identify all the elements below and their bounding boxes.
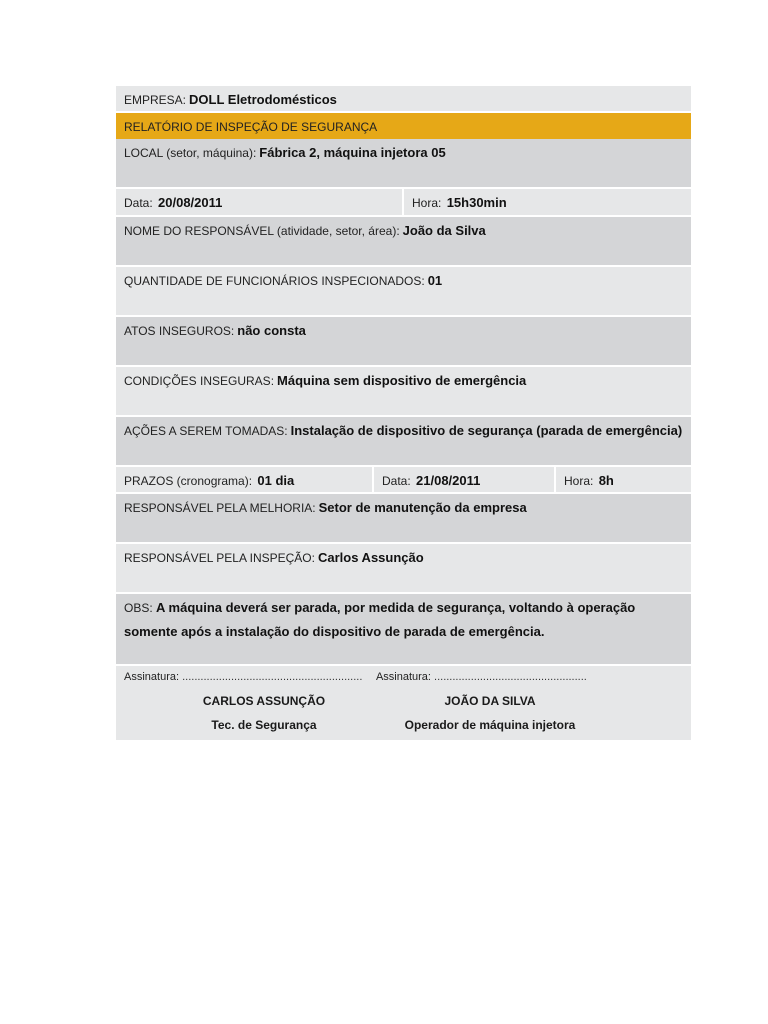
- responsavel-row: [116, 217, 691, 267]
- local-label: LOCAL (setor, máquina):: [124, 146, 257, 160]
- prazos-value: 01 dia: [257, 473, 295, 488]
- signature-left-line: ...........................................................: [182, 671, 363, 683]
- report-title-row: [116, 113, 691, 139]
- condicoes-label: CONDIÇÕES INSEGURAS:: [124, 374, 275, 388]
- report-title: RELATÓRIO DE INSPEÇÃO DE SEGURANÇA: [124, 120, 378, 134]
- prazos-label: PRAZOS (cronograma):: [124, 474, 256, 488]
- time-value: 15h30min: [446, 195, 507, 210]
- signature-right-name: JOÃO DA SILVA: [444, 694, 536, 708]
- acoes-value: Instalação de dispositivo de segurança (parada de emergência): [290, 423, 683, 438]
- date-value: 20/08/2011: [158, 195, 223, 210]
- prazos-row: [116, 467, 691, 494]
- date-cell: [116, 189, 404, 215]
- responsavel-label: NOME DO RESPONSÁVEL (atividade, setor, área):: [124, 224, 400, 238]
- date-time-row: [116, 189, 691, 217]
- empresa-label: EMPRESA:: [124, 93, 187, 107]
- condicoes-value: Máquina sem dispositivo de emergência: [277, 373, 527, 388]
- melhoria-row: [116, 494, 691, 544]
- atos-label: ATOS INSEGUROS:: [124, 324, 235, 338]
- quantidade-value: 01: [427, 273, 443, 288]
- signature-right-role: Operador de máquina injetora: [404, 718, 576, 732]
- condicoes-row: [116, 367, 691, 417]
- inspecao-row: [116, 544, 691, 594]
- prazo-date-value: 21/08/2011: [416, 473, 481, 488]
- obs-value: A máquina deverá ser parada, por medida de segurança, voltando à operação somente após a instalação do dispositivo de parada de emergência.: [124, 600, 636, 639]
- inspecao-value: Carlos Assunção: [317, 550, 424, 565]
- time-label: Hora:: [412, 196, 445, 210]
- obs-row: [116, 594, 691, 666]
- signature-lines: [124, 671, 683, 683]
- melhoria-value: Setor de manutenção da empresa: [318, 500, 527, 515]
- melhoria-label: RESPONSÁVEL PELA MELHORIA:: [124, 501, 316, 515]
- atos-value: não consta: [237, 323, 306, 338]
- prazo-date-label: Data:: [382, 474, 415, 488]
- signature-right-label: Assinatura:: [375, 671, 435, 683]
- signatures-area: [116, 666, 691, 740]
- signature-left-role: Tec. de Segurança: [211, 718, 317, 732]
- signature-right-line: ..................................................: [434, 671, 587, 683]
- prazo-date-cell: [374, 467, 556, 492]
- signature-left-name: CARLOS ASSUNÇÃO: [202, 694, 326, 708]
- quantidade-label: QUANTIDADE DE FUNCIONÁRIOS INSPECIONADOS:: [124, 274, 425, 288]
- atos-row: [116, 317, 691, 367]
- prazo-time-label: Hora:: [564, 474, 597, 488]
- empresa-value: DOLL Eletrodomésticos: [189, 92, 337, 107]
- empresa-row: [116, 86, 691, 113]
- signature-left-label: Assinatura:: [124, 671, 183, 683]
- acoes-label: AÇÕES A SEREM TOMADAS:: [124, 424, 288, 438]
- inspecao-label: RESPONSÁVEL PELA INSPEÇÃO:: [124, 551, 315, 565]
- prazos-cell: [116, 467, 374, 492]
- time-cell: [404, 189, 691, 215]
- local-value: Fábrica 2, máquina injetora 05: [259, 145, 446, 160]
- prazo-time-value: 8h: [598, 473, 614, 488]
- acoes-row: [116, 417, 691, 467]
- obs-label: OBS:: [124, 601, 157, 615]
- responsavel-value: João da Silva: [402, 223, 486, 238]
- date-label: Data:: [124, 196, 157, 210]
- quantidade-row: [116, 267, 691, 317]
- local-row: [116, 139, 691, 189]
- inspection-report-form: [116, 86, 691, 740]
- prazo-time-cell: [556, 467, 691, 492]
